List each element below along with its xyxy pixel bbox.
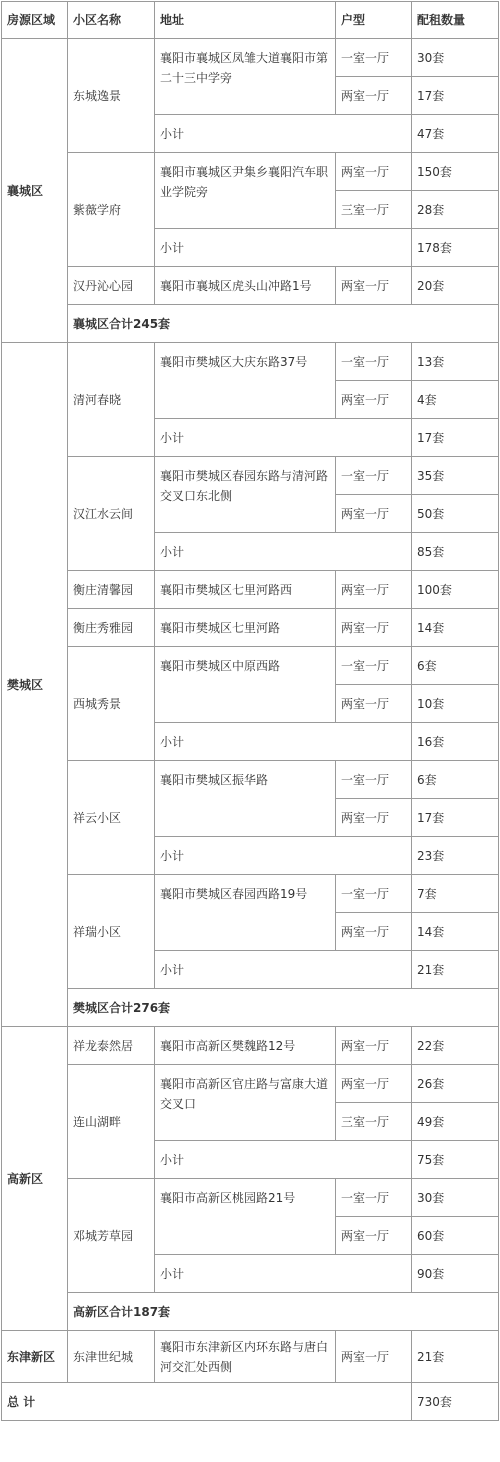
- subtotal-value: 90套: [412, 1255, 499, 1293]
- unit-type-cell: 一室一厅: [336, 1179, 412, 1217]
- table-row: [2, 39, 499, 77]
- header-unit-type: 户型: [336, 2, 412, 39]
- quantity-cell: 14套: [412, 609, 499, 647]
- housing-allocation-table: [1, 1, 499, 1421]
- unit-type-cell: 两室一厅: [336, 1331, 412, 1383]
- address-cell: 襄阳市襄城区凤雏大道襄阳市第二十三中学旁: [155, 39, 336, 115]
- community-name: 东城逸景: [68, 39, 155, 153]
- header-region: 房源区域: [2, 2, 68, 39]
- table-row: [2, 457, 499, 495]
- quantity-cell: 6套: [412, 647, 499, 685]
- table-row: [2, 571, 499, 609]
- subtotal-label: 小计: [155, 723, 412, 761]
- subtotal-value: 23套: [412, 837, 499, 875]
- unit-type-cell: 两室一厅: [336, 1065, 412, 1103]
- quantity-cell: 4套: [412, 381, 499, 419]
- quantity-cell: 26套: [412, 1065, 499, 1103]
- unit-type-cell: 两室一厅: [336, 571, 412, 609]
- community-name: 祥瑞小区: [68, 875, 155, 989]
- header-address: 地址: [155, 2, 336, 39]
- subtotal-value: 16套: [412, 723, 499, 761]
- community-name: 衡庄清馨园: [68, 571, 155, 609]
- community-name: 祥云小区: [68, 761, 155, 875]
- quantity-cell: 49套: [412, 1103, 499, 1141]
- table-row: [2, 761, 499, 799]
- table-row: [2, 343, 499, 381]
- quantity-cell: 21套: [412, 1331, 499, 1383]
- subtotal-label: 小计: [155, 1141, 412, 1179]
- district-total-row: [2, 305, 499, 343]
- quantity-cell: 17套: [412, 77, 499, 115]
- region-cell: 高新区: [2, 1027, 68, 1331]
- community-name: 衡庄秀雅园: [68, 609, 155, 647]
- subtotal-label: 小计: [155, 837, 412, 875]
- unit-type-cell: 两室一厅: [336, 381, 412, 419]
- address-cell: 襄阳市樊城区中原西路: [155, 647, 336, 723]
- quantity-cell: 30套: [412, 1179, 499, 1217]
- unit-type-cell: 两室一厅: [336, 1217, 412, 1255]
- region-cell: 襄城区: [2, 39, 68, 343]
- quantity-cell: 50套: [412, 495, 499, 533]
- quantity-cell: 6套: [412, 761, 499, 799]
- grand-total-row: [2, 1383, 499, 1421]
- district-total-row: [2, 989, 499, 1027]
- community-name: 紫薇学府: [68, 153, 155, 267]
- table-row: [2, 1331, 499, 1383]
- subtotal-value: 17套: [412, 419, 499, 457]
- address-cell: 襄阳市高新区官庄路与富康大道交叉口: [155, 1065, 336, 1141]
- quantity-cell: 60套: [412, 1217, 499, 1255]
- quantity-cell: 10套: [412, 685, 499, 723]
- unit-type-cell: 两室一厅: [336, 799, 412, 837]
- quantity-cell: 7套: [412, 875, 499, 913]
- table-row: [2, 267, 499, 305]
- unit-type-cell: 两室一厅: [336, 685, 412, 723]
- unit-type-cell: 两室一厅: [336, 153, 412, 191]
- unit-type-cell: 三室一厅: [336, 191, 412, 229]
- address-cell: 襄阳市樊城区振华路: [155, 761, 336, 837]
- unit-type-cell: 一室一厅: [336, 647, 412, 685]
- quantity-cell: 22套: [412, 1027, 499, 1065]
- table-row: [2, 875, 499, 913]
- subtotal-value: 21套: [412, 951, 499, 989]
- table-row: [2, 647, 499, 685]
- quantity-cell: 150套: [412, 153, 499, 191]
- table-row: [2, 609, 499, 647]
- header-row: [2, 2, 499, 39]
- quantity-cell: 28套: [412, 191, 499, 229]
- quantity-cell: 13套: [412, 343, 499, 381]
- community-name: 清河春晓: [68, 343, 155, 457]
- unit-type-cell: 两室一厅: [336, 609, 412, 647]
- table-row: [2, 1179, 499, 1217]
- unit-type-cell: 一室一厅: [336, 457, 412, 495]
- address-cell: 襄阳市襄城区尹集乡襄阳汽车职业学院旁: [155, 153, 336, 229]
- community-name: 祥龙泰然居: [68, 1027, 155, 1065]
- region-cell: 东津新区: [2, 1331, 68, 1383]
- unit-type-cell: 三室一厅: [336, 1103, 412, 1141]
- address-cell: 襄阳市襄城区虎头山冲路1号: [155, 267, 336, 305]
- district-total-row: [2, 1293, 499, 1331]
- region-cell: 樊城区: [2, 343, 68, 1027]
- unit-type-cell: 一室一厅: [336, 875, 412, 913]
- subtotal-label: 小计: [155, 419, 412, 457]
- quantity-cell: 17套: [412, 799, 499, 837]
- subtotal-value: 85套: [412, 533, 499, 571]
- subtotal-label: 小计: [155, 115, 412, 153]
- address-cell: 襄阳市高新区桃园路21号: [155, 1179, 336, 1255]
- quantity-cell: 100套: [412, 571, 499, 609]
- community-name: 东津世纪城: [68, 1331, 155, 1383]
- subtotal-value: 178套: [412, 229, 499, 267]
- unit-type-cell: 一室一厅: [336, 39, 412, 77]
- district-total: 高新区合计187套: [68, 1293, 499, 1331]
- community-name: 汉丹沁心园: [68, 267, 155, 305]
- grand-total-value: 730套: [412, 1383, 499, 1421]
- unit-type-cell: 两室一厅: [336, 267, 412, 305]
- subtotal-label: 小计: [155, 533, 412, 571]
- unit-type-cell: 一室一厅: [336, 343, 412, 381]
- address-cell: 襄阳市樊城区七里河路: [155, 609, 336, 647]
- unit-type-cell: 两室一厅: [336, 1027, 412, 1065]
- district-total: 樊城区合计276套: [68, 989, 499, 1027]
- address-cell: 襄阳市樊城区春园西路19号: [155, 875, 336, 951]
- address-cell: 襄阳市樊城区七里河路西: [155, 571, 336, 609]
- unit-type-cell: 两室一厅: [336, 913, 412, 951]
- address-cell: 襄阳市高新区樊魏路12号: [155, 1027, 336, 1065]
- community-name: 西城秀景: [68, 647, 155, 761]
- district-total: 襄城区合计245套: [68, 305, 499, 343]
- address-cell: 襄阳市东津新区内环东路与唐白河交汇处西侧: [155, 1331, 336, 1383]
- table-row: [2, 1027, 499, 1065]
- quantity-cell: 20套: [412, 267, 499, 305]
- subtotal-value: 75套: [412, 1141, 499, 1179]
- unit-type-cell: 两室一厅: [336, 77, 412, 115]
- grand-total-label: 总 计: [2, 1383, 412, 1421]
- community-name: 连山湖畔: [68, 1065, 155, 1179]
- unit-type-cell: 两室一厅: [336, 495, 412, 533]
- community-name: 汉江水云间: [68, 457, 155, 571]
- subtotal-label: 小计: [155, 1255, 412, 1293]
- header-community: 小区名称: [68, 2, 155, 39]
- address-cell: 襄阳市樊城区大庆东路37号: [155, 343, 336, 419]
- header-quantity: 配租数量: [412, 2, 499, 39]
- table-row: [2, 1065, 499, 1103]
- quantity-cell: 35套: [412, 457, 499, 495]
- unit-type-cell: 一室一厅: [336, 761, 412, 799]
- subtotal-label: 小计: [155, 951, 412, 989]
- subtotal-label: 小计: [155, 229, 412, 267]
- subtotal-value: 47套: [412, 115, 499, 153]
- community-name: 邓城芳草园: [68, 1179, 155, 1293]
- quantity-cell: 30套: [412, 39, 499, 77]
- quantity-cell: 14套: [412, 913, 499, 951]
- table-row: [2, 153, 499, 191]
- address-cell: 襄阳市樊城区春园东路与清河路交叉口东北侧: [155, 457, 336, 533]
